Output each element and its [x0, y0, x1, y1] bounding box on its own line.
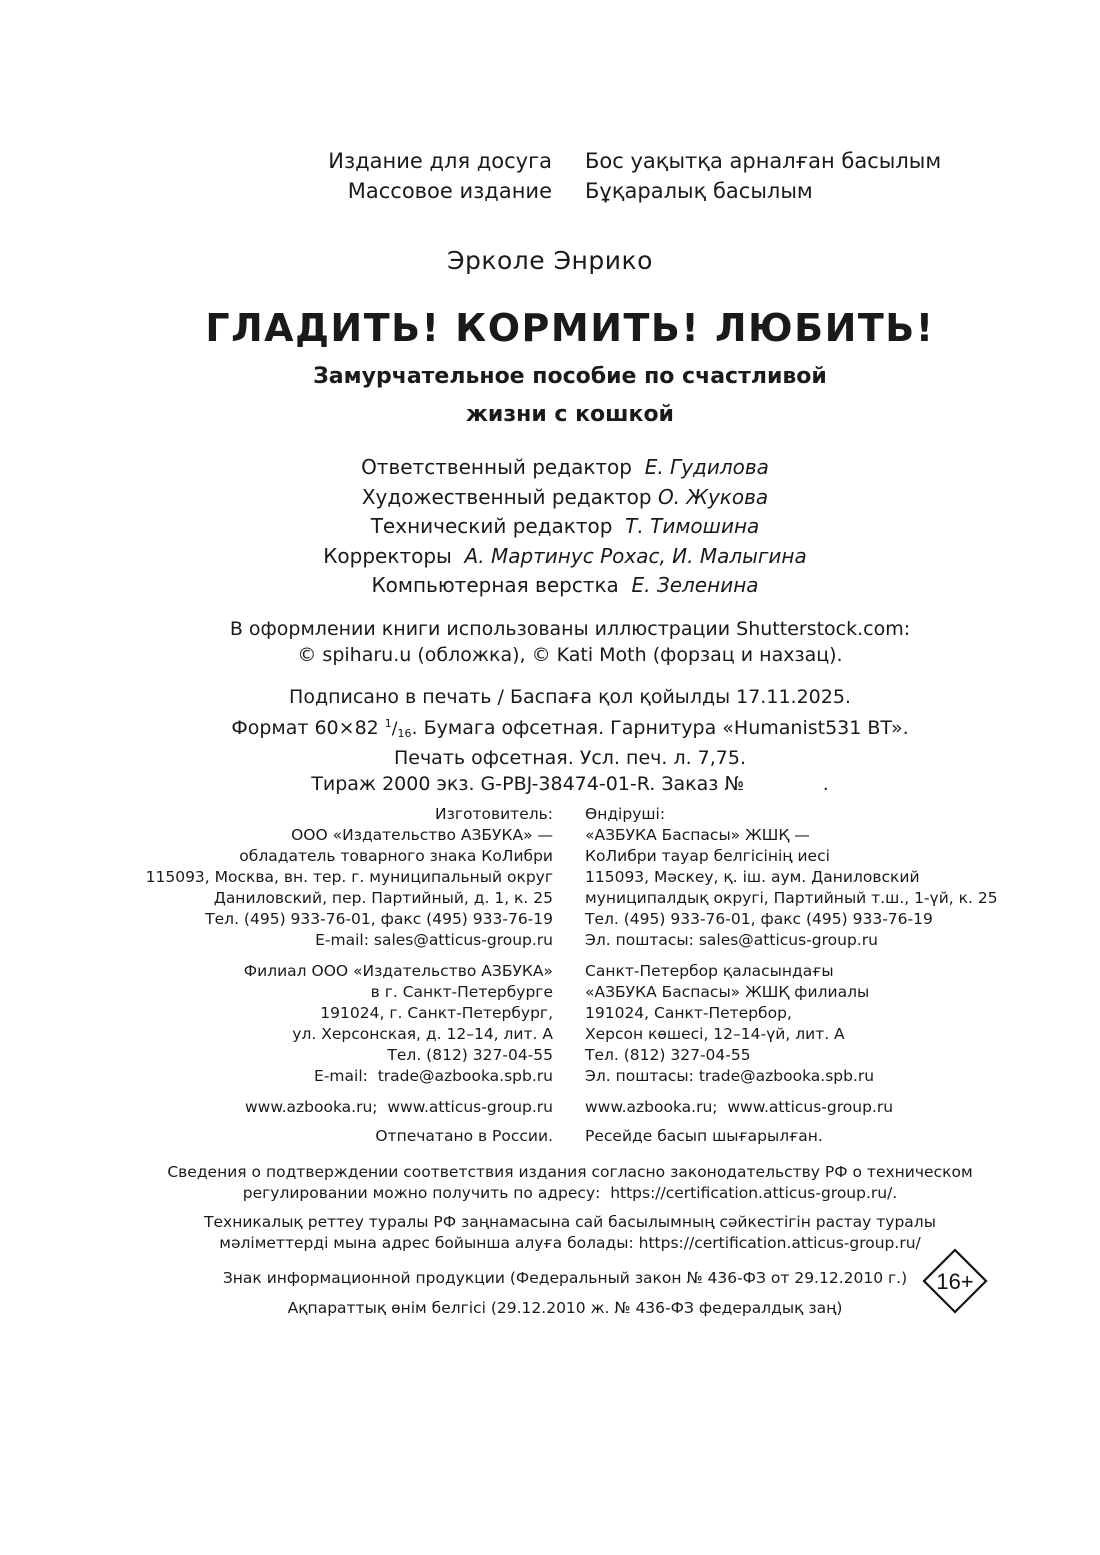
manufacturer-line: Даниловский, пер. Партийный, д. 1, к. 25 [213, 889, 553, 907]
format-fraction-denominator: 16 [397, 726, 412, 740]
format-prefix: Формат 60×82 [231, 716, 385, 739]
edition-type-ru: Издание для досуга [328, 149, 552, 173]
printed-in-text: Ресейде басып шығарылған. [585, 1127, 823, 1145]
credit-role: Корректоры [323, 543, 452, 568]
credit-line [0, 512, 1100, 542]
circulation-line: Тираж 2000 экз. G-PBJ-38474-01-R. Заказ № . [311, 772, 829, 795]
branch-email: Эл. поштасы: trade@azbooka.spb.ru [585, 1067, 875, 1085]
age-rating-diamond-icon [922, 1248, 988, 1314]
websites-ru [245, 1097, 553, 1118]
edition-row [0, 176, 1100, 206]
credit-role: Художественный редактор [361, 484, 652, 509]
print-specifications [0, 685, 1100, 797]
credit-role: Ответственный редактор [361, 455, 632, 479]
manufacturer-line: муниципалдық округі, Партийный т.ш., 1-үй, к. 25 [585, 889, 998, 907]
age-rating-badge [922, 1248, 988, 1314]
manufacturer-line: обладатель товарного знака КоЛибри [239, 847, 553, 865]
author-name: Эрколе Энрико [447, 246, 653, 275]
certification-line: регулировании можно получить по адресу: https://certification.atticus-group.ru/. [242, 1184, 898, 1202]
credit-person: Т. Тимошина [625, 514, 760, 538]
manufacturer-line: 115093, Мәскеу, қ. іш. аум. Даниловский [585, 868, 920, 886]
manufacturer-line: Тел. (495) 933-76-01, факс (495) 933-76-19 [205, 910, 553, 928]
branch-line: Тел. (812) 327-04-55 [585, 1046, 751, 1064]
manufacturer-line: 115093, Москва, вн. тер. г. муниципальный округ [145, 868, 553, 886]
manufacturer-line: Өндіруші: [585, 805, 666, 823]
credit-person: Е. Гудилова [644, 455, 769, 479]
credit-person: О. Жукова [657, 484, 769, 509]
branch-line: Тел. (812) 327-04-55 [387, 1046, 553, 1064]
printed-in-kz [585, 1126, 823, 1147]
credit-role: Компьютерная верстка [371, 573, 619, 597]
printed-in-ru [375, 1126, 553, 1147]
manufacturer-line: «АЗБУКА Баспасы» ЖШҚ — [585, 826, 810, 844]
manufacturer-ru [146, 804, 553, 951]
subtitle-line: Замурчательное пособие по счастливой [313, 364, 827, 389]
edition-type-ru: Массовое издание [347, 179, 552, 203]
branch-line: ул. Херсонская, д. 12–14, лит. А [292, 1025, 553, 1043]
websites-link[interactable]: www.azbooka.ru; www.atticus-group.ru [585, 1098, 894, 1116]
format-fraction-numerator: 1 [384, 716, 392, 730]
branch-line: Херсон көшесі, 12–14-үй, лит. А [585, 1025, 845, 1043]
manufacturer-line: КоЛибри тауар белгісінің иесі [585, 847, 830, 865]
edition-types [0, 146, 1100, 206]
manufacturer-line: Изготовитель: [434, 805, 553, 823]
book-title: ГЛАДИТЬ! КОРМИТЬ! ЛЮБИТЬ! [205, 306, 935, 350]
credit-line [0, 483, 1100, 513]
info-product-sign-kz: Ақпараттық өнім белгісі (29.12.2010 ж. № 436-ФЗ федералдық заң) [287, 1299, 843, 1317]
age-rating-text: 16+ [936, 1269, 974, 1294]
signed-to-print: Подписано в печать / Баспаға қол қойылды 17.11.2025. [289, 686, 851, 708]
websites-link[interactable]: www.azbooka.ru; www.atticus-group.ru [244, 1098, 553, 1116]
websites-kz [585, 1097, 893, 1118]
branch-line: 191024, Санкт-Петербор, [585, 1004, 792, 1022]
subtitle-line: жизни с кошкой [466, 402, 674, 427]
manufacturer-line: ООО «Издательство АЗБУКА» — [291, 826, 553, 844]
certification-line: Сведения о подтверждении соответствия издания согласно законодательству РФ о техническом [167, 1163, 973, 1181]
book-subtitle [0, 358, 1100, 434]
certification-line: мәліметтерді мына адрес бойынша алуға болады: https://certification.atticus-group.ru/ [219, 1234, 921, 1252]
branch-line: в г. Санкт-Петербурге [370, 983, 553, 1001]
certification-line: Техникалық реттеу туралы РФ заңнамасына сай басылымның сәйкестігін растау туралы [204, 1213, 936, 1231]
credit-line [0, 542, 1100, 572]
branch-line: Санкт-Петербор қаласындағы [585, 962, 834, 980]
fraction-slash: / [391, 718, 398, 739]
manufacturer-email: E-mail: sales@atticus-group.ru [315, 931, 553, 949]
printing-line: Печать офсетная. Усл. печ. л. 7,75. [393, 747, 747, 769]
editorial-credits [0, 453, 1100, 601]
branch-email: E-mail: trade@azbooka.spb.ru [314, 1067, 553, 1085]
format-suffix: . Бумага офсетная. Гарнитура «Humanist531 BT». [411, 716, 909, 739]
branch-line: Филиал ООО «Издательство АЗБУКА» [243, 962, 553, 980]
credit-person: А. Мартинус Рохас, И. Малыгина [464, 543, 807, 568]
manufacturer-line: Тел. (495) 933-76-01, факс (495) 933-76-19 [585, 910, 933, 928]
illustration-line: В оформлении книги использованы иллюстрации Shutterstock.com: [229, 618, 911, 640]
printed-in-text: Отпечатано в России. [375, 1127, 553, 1145]
edition-type-kz: Бос уақытқа арналған басылым [585, 149, 942, 173]
credit-line [0, 453, 1100, 483]
branch-line: «АЗБУКА Баспасы» ЖШҚ филиалы [585, 983, 870, 1001]
branch-kz [585, 961, 874, 1087]
edition-type-kz: Бұқаралық басылым [585, 179, 813, 203]
credit-line [0, 571, 1100, 601]
certification-ru [0, 1162, 1100, 1204]
info-product-sign-ru: Знак информационной продукции (Федеральный закон № 436-ФЗ от 29.12.2010 г.) [222, 1269, 908, 1287]
illustration-credits [0, 616, 1100, 668]
edition-row [0, 146, 1100, 176]
manufacturer-kz [585, 804, 998, 951]
illustration-line: © spiharu.u (обложка), © Kati Moth (форзац и нахзац). [297, 644, 843, 666]
branch-ru [244, 961, 553, 1087]
credit-role: Технический редактор [370, 514, 613, 538]
format-line [0, 711, 1100, 747]
credit-person: Е. Зеленина [631, 573, 759, 597]
branch-line: 191024, г. Санкт-Петербург, [320, 1004, 553, 1022]
manufacturer-email: Эл. поштасы: sales@atticus-group.ru [585, 931, 878, 949]
